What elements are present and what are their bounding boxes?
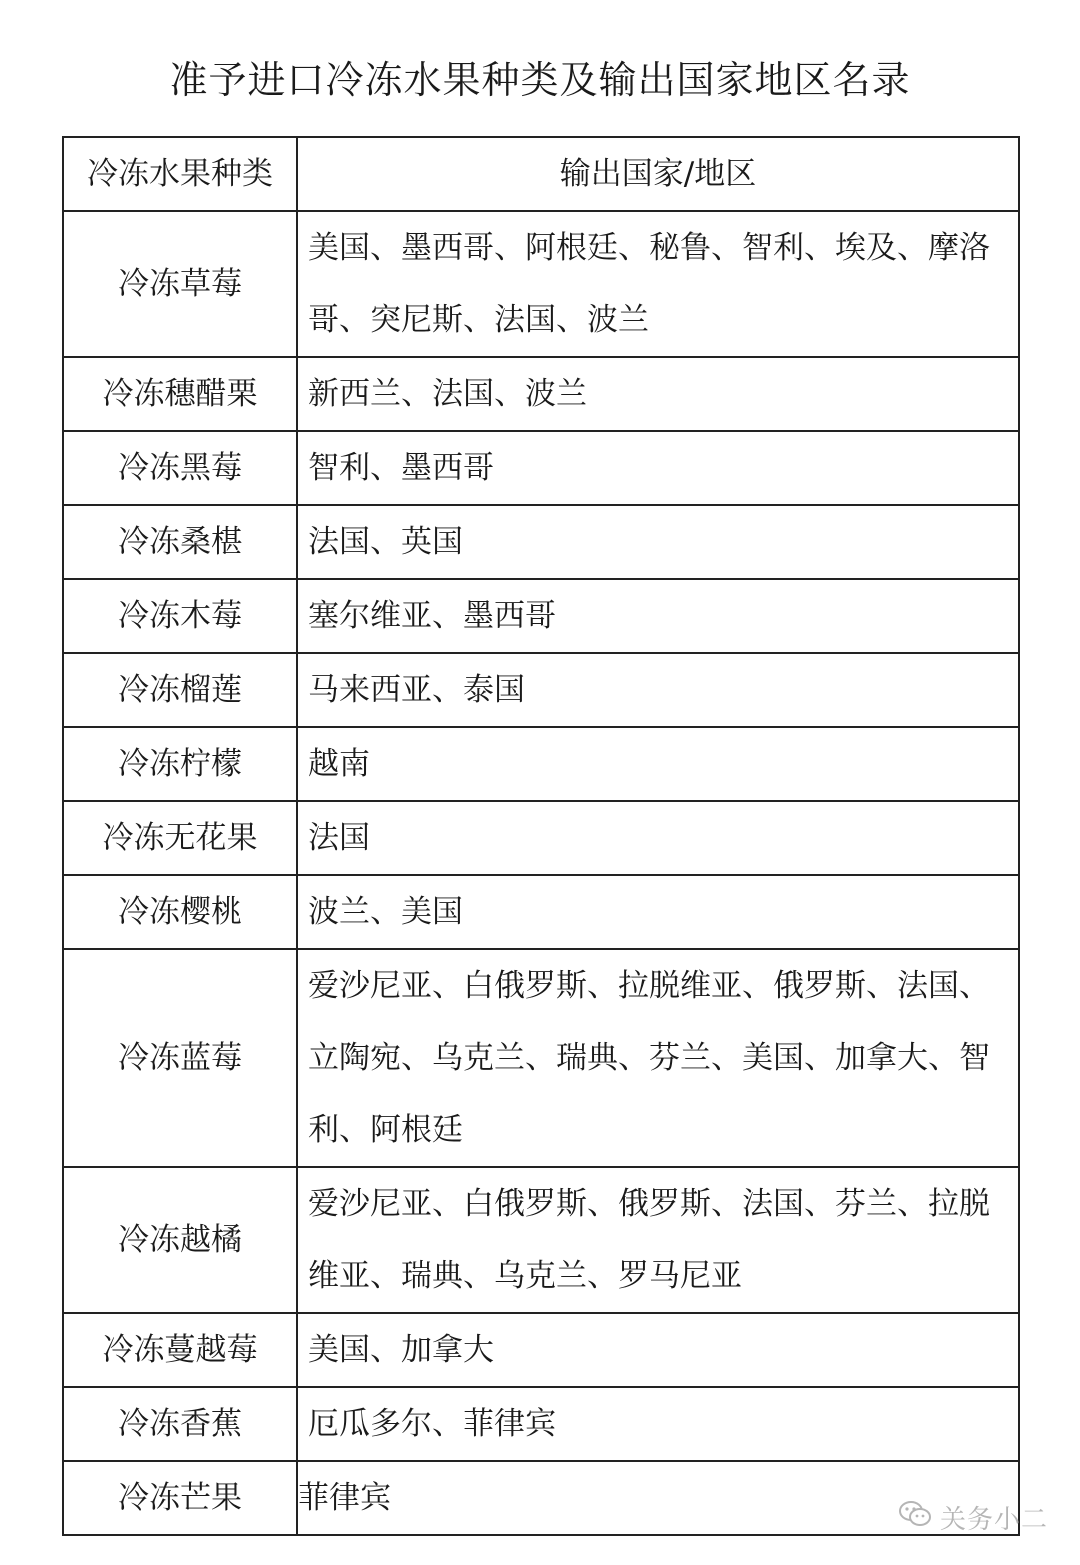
wechat-icon	[898, 1499, 940, 1536]
fruit-name: 冷冻无花果	[63, 801, 297, 875]
fruit-name: 冷冻蔓越莓	[63, 1313, 297, 1387]
fruit-name: 冷冻木莓	[63, 579, 297, 653]
header-export-country: 输出国家/地区	[297, 137, 1019, 211]
page-title: 准予进口冷冻水果种类及输出国家地区名录	[169, 58, 911, 102]
table-row	[63, 431, 1019, 505]
fruit-name: 冷冻榴莲	[63, 653, 297, 727]
fruit-name: 冷冻黑莓	[63, 431, 297, 505]
fruit-name: 冷冻桑椹	[63, 505, 297, 579]
fruit-name: 冷冻芒果	[63, 1461, 297, 1535]
country-list: 越南	[297, 727, 1019, 801]
watermark	[898, 1497, 1048, 1537]
country-list: 法国	[297, 801, 1019, 875]
table-row	[63, 357, 1019, 431]
fruit-name: 冷冻柠檬	[63, 727, 297, 801]
country-list: 新西兰、法国、波兰	[297, 357, 1019, 431]
country-list: 塞尔维亚、墨西哥	[297, 579, 1019, 653]
country-list: 爱沙尼亚、白俄罗斯、俄罗斯、法国、芬兰、拉脱维亚、瑞典、乌克兰、罗马尼亚	[297, 1167, 1019, 1313]
country-list: 厄瓜多尔、菲律宾	[297, 1387, 1019, 1461]
table-row	[63, 1387, 1019, 1461]
table-row	[63, 727, 1019, 801]
country-list: 法国、英国	[297, 505, 1019, 579]
table-row	[63, 875, 1019, 949]
country-list: 智利、墨西哥	[297, 431, 1019, 505]
table-row	[63, 949, 1019, 1167]
country-list: 菲律宾	[297, 1461, 1019, 1535]
table-row	[63, 1461, 1019, 1535]
country-list: 爱沙尼亚、白俄罗斯、拉脱维亚、俄罗斯、法国、立陶宛、乌克兰、瑞典、芬兰、美国、加拿大、智利、阿根廷	[297, 949, 1019, 1167]
fruit-name: 冷冻蓝莓	[63, 949, 297, 1167]
table-row	[63, 1167, 1019, 1313]
fruit-name: 冷冻草莓	[63, 211, 297, 357]
fruit-name: 冷冻樱桃	[63, 875, 297, 949]
table-row	[63, 505, 1019, 579]
table-row	[63, 653, 1019, 727]
country-list: 波兰、美国	[297, 875, 1019, 949]
table-row	[63, 579, 1019, 653]
table-row	[63, 801, 1019, 875]
fruit-name: 冷冻香蕉	[63, 1387, 297, 1461]
table-row	[63, 1313, 1019, 1387]
fruit-country-table	[62, 136, 1020, 1536]
watermark-text: 关务小二	[940, 1504, 1049, 1535]
country-list: 马来西亚、泰国	[297, 653, 1019, 727]
country-list: 美国、加拿大	[297, 1313, 1019, 1387]
table-row	[63, 211, 1019, 357]
fruit-name: 冷冻穗醋栗	[63, 357, 297, 431]
fruit-name: 冷冻越橘	[63, 1167, 297, 1313]
header-fruit-type: 冷冻水果种类	[63, 137, 297, 211]
country-list: 美国、墨西哥、阿根廷、秘鲁、智利、埃及、摩洛哥、突尼斯、法国、波兰	[297, 211, 1019, 357]
table-header-row	[63, 137, 1019, 211]
